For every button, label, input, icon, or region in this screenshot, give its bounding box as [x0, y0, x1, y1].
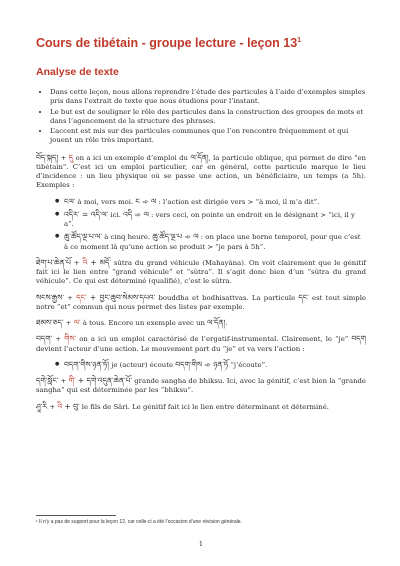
explanation: grande sangha de bhiksu. Ici, avec la génitif, c’est bien la “grande sangha” qui est déterminée par les “bhiksu”. — [36, 377, 366, 395]
explanation: devient l’acteur d’une action. Le mouvement part du “je” et va vers l’action : — [36, 344, 305, 353]
page-title: Cours de tibétain - groupe lecture - leçon $13^1$ — [36, 36, 302, 50]
footnote-ref: 1 — [297, 36, 302, 44]
paragraph-ergatif — [36, 334, 366, 354]
footnote-divider — [36, 515, 116, 516]
explanation: à tous. Encore un exemple avec un — [82, 319, 205, 327]
tibetan-breakdown: བདག་གིས ➾ ཉན་ཏོ — [175, 359, 229, 369]
tibetan-term: བདག — [351, 334, 366, 344]
example-gloss: je (acteur) écoute — [111, 360, 174, 369]
example-item — [64, 197, 366, 207]
explanation: bouddha et bodhisattvas. La particule — [158, 293, 296, 302]
tibetan-term: ཆུ་ཚོད་ལྔ་པ་ལ་ — [64, 232, 103, 242]
example-gloss: à cinq heure. — [104, 233, 151, 242]
tibetan-term: ལ་དོན། — [190, 152, 209, 162]
tibetan-term: ཐམས་ཅད་ — [36, 318, 64, 327]
tibetan-term: སངས་རྒྱས་ — [36, 292, 64, 302]
plus-sign: + — [49, 402, 56, 411]
tibetan-term: + མདོ་ — [90, 257, 111, 267]
plus-sign: + — [67, 293, 73, 302]
tibetan-term: ཤཱ་རི — [36, 401, 48, 411]
explanation: le fils de Sâri. Le génitif fait ici le lien entre déterminant et déterminé. — [81, 402, 329, 411]
paragraph-buddhas — [36, 293, 366, 313]
paragraph-mahayana — [36, 258, 366, 287]
intro-list — [36, 88, 366, 146]
particle: ལ་ — [73, 318, 81, 327]
tibetan-term: + བྱང་ཆུབ་སེམས་དཔའ་ — [89, 292, 156, 302]
explanation: on a ici un exemple d’emploi du — [75, 153, 188, 162]
example-gloss: à moi, vers moi. — [77, 197, 134, 206]
example-note: : on place une borne temporel, pour que c’est à ce moment là qu’une action se produit > “je pars à 5h”. — [64, 233, 361, 251]
particle: འི — [82, 257, 88, 267]
explanation: , la particule oblique, qui permet de dire "en tibétain". C’est ici un emploi particulier, car en général, cette particule marque le lieu d’incidence : un lieu physique où se passe une action, un bénéficiaire, un temps (a 5h). Exemples : — [36, 153, 366, 190]
plus-sign: + — [73, 258, 80, 267]
paragraph-tous: ཐམས་ཅད་ + ལ་ à tous. Encore un exemple avec un ལ་དོན།. — [36, 318, 228, 327]
page-number: 1 — [198, 540, 204, 548]
explanation: sûtra du grand véhicule (Mahayâna). On voit clairement que le génitif fait ici le lien entre “grand véhicule” et “sûtra”. Il s’agit donc bien d’un “sûtra du grand véhicule”. Ce qui est déterminé (qualifié), c’est le sûtra. — [36, 258, 366, 286]
tibetan-term: + དགེ་འདུན་ཆེན་པོ་ — [77, 376, 133, 385]
particle: གིས་ — [64, 334, 77, 344]
paragraph-bod-skad — [36, 153, 366, 191]
particle: དུ — [68, 152, 74, 162]
intro-bullet: • L’accent est mis sur des particules communes que l’on rencontre fréquemment et qui jouent un rôle très important. — [50, 127, 366, 146]
tibetan-breakdown: ང ➾ ལ — [135, 196, 157, 206]
intro-bullet: • Dans cette leçon, nous allons reprendre l’étude des particules à l’aide d’exemples simples pris dans l’extrait de texte que nous étudions pour l’instant. — [50, 88, 366, 107]
example-gloss: ici. — [110, 210, 121, 219]
tibetan-term: དགེ་སློང་ — [36, 376, 59, 385]
example-note: “j’écoute”. — [230, 360, 268, 369]
tibetan-breakdown: འདི ➾ ལ — [123, 209, 149, 219]
tibetan-term: བདག་གིས་ཉན་ཏོ། — [64, 359, 109, 369]
example-item — [64, 232, 366, 252]
explanation: on a ici un emploi caractérisé de l’ergatif-instrumental. Clairement, le “je” — [79, 335, 349, 344]
tibetan-term: ཐེག་པ་ཆེན་པོ — [36, 257, 71, 267]
tibetan-breakdown: ཆུ་ཚོད་ལྔ་པ ➾ ལ — [152, 232, 199, 242]
example-note: : l’action est dirigée vers > “à moi, il m’a dit”. — [158, 197, 320, 206]
plus-sign: + — [65, 319, 72, 327]
paragraph-sangha — [36, 376, 366, 396]
tibetan-term: ངལ་ — [64, 196, 76, 206]
explanation: est tout simple notre “et” commun qui nous permet des listes par exemple. — [36, 293, 366, 311]
particle: དང་ — [76, 292, 87, 302]
example-item — [64, 360, 366, 370]
paragraph-sariputra — [36, 402, 366, 412]
example-note: : vers ceci, on pointe un endroit en le désignant > “ici, il y a”. — [64, 210, 355, 228]
plus-sign: + — [60, 153, 67, 162]
example-list — [36, 360, 366, 370]
page — [36, 0, 366, 566]
tibetan-term: + བུ་ — [64, 401, 80, 411]
section-title: Analyse de texte — [36, 66, 119, 78]
tibetan-term: དང་ — [298, 292, 309, 302]
plus-sign: + — [55, 335, 62, 344]
example-list — [36, 197, 366, 252]
example-item — [64, 210, 366, 230]
body-text — [36, 88, 366, 418]
tibetan-term: བདག་ — [36, 334, 53, 344]
particle: འི — [57, 401, 63, 411]
intro-bullet: • Le but est de souligner le rôle des particules dans la construction des groupes de mots et dans l’agencement de la structure des phrases. — [50, 108, 366, 127]
tibetan-term: ལ་དོན། — [207, 318, 226, 327]
tibetan-term: འདིར་ = འདི་ལ་ — [64, 209, 109, 219]
tibetan-term: བོད་སྐད། — [36, 152, 59, 162]
plus-sign: + — [60, 377, 67, 385]
footnote: ¹ Il n’y a pas de support pour la leçon 12, car celle-ci a été l’occasion d’une révision générale. — [36, 519, 242, 525]
particle: གི་ — [68, 376, 76, 385]
